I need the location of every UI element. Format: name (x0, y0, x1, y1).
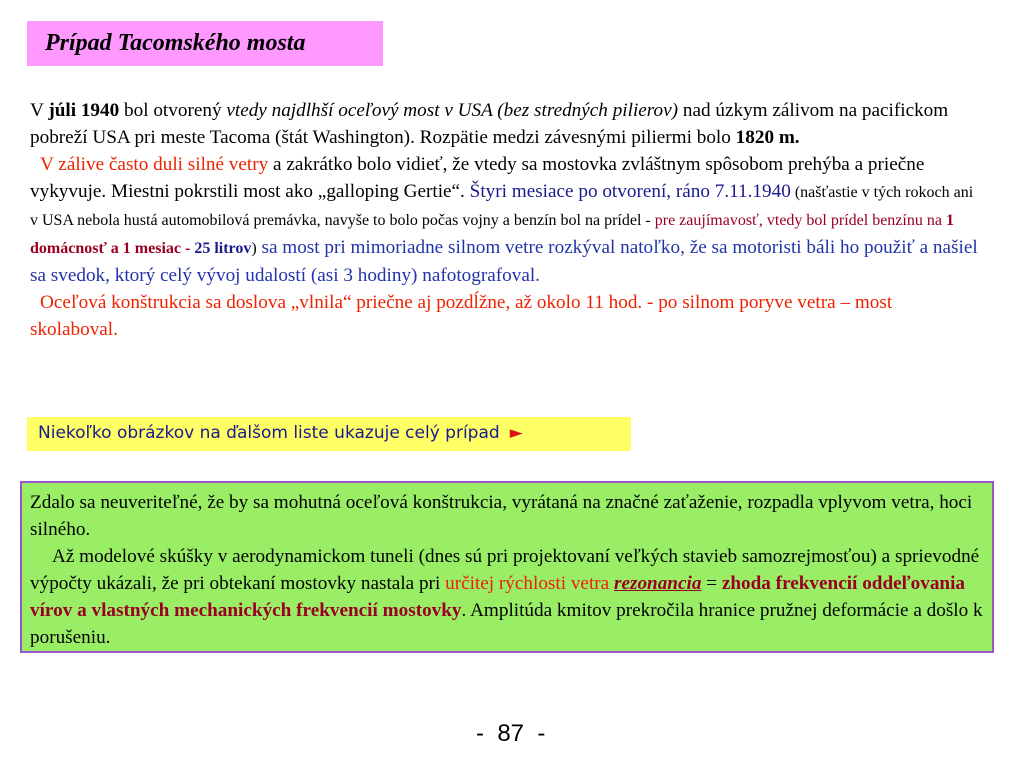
resonance-term: rezonancia (614, 573, 702, 594)
next-slide-note (27, 417, 631, 451)
note-label: Niekoľko obrázkov na ďalšom liste ukazuje celý prípad (38, 423, 500, 443)
span-length-bold: 1820 m. (735, 127, 800, 148)
text-run: a zakrátko bolo vidieť, že vtedy sa mostovka zvláštnym spôsobom prehýba a priečne vykyvuje. Miestni pokrstili most ako „galloping Gertie“. (30, 154, 925, 202)
collapse-date-blue: Štyri mesiace po otvorení, ráno 7.11.1940 (469, 181, 791, 202)
aside-small: (našťastie v tých rokoch ani v USA nebola hustá automobilová premávka, navyše to bolo počas vojny a benzín bol na prídel - (30, 184, 974, 229)
collapse-text-red: Oceľová konštrukcia sa doslova „vlnila“ priečne aj pozdĺžne, až okolo 11 hod. - po silnom poryve vetra – most skolaboval. (30, 292, 893, 340)
text-run: V (30, 100, 49, 121)
explanation-text (30, 489, 985, 651)
text-run: nad úzkym zálivom na pacifickom pobreží USA pri meste Tacoma (štát Washington). Rozpätie medzi závesnými piliermi bolo (30, 100, 949, 148)
title-box (27, 21, 383, 66)
resonance-definition: zhoda frekvencií oddeľovania vírov a vlastných mechanických frekvencií mostovky (30, 573, 966, 621)
page-number: - 87 - (476, 720, 546, 747)
paragraph-3 (30, 289, 980, 343)
date-bold: júli 1940 (48, 100, 120, 121)
text-run: . Amplitúda kmitov prekročila hranice pružnej deformácie a došlo k porušeniu. (30, 600, 983, 648)
explanation-box (20, 481, 994, 653)
play-arrow-icon[interactable]: ► (509, 423, 523, 443)
note-text (38, 423, 523, 443)
paragraph-1 (30, 97, 980, 151)
aside-ration: pre zaujímavosť, vtedy bol prídel benzínu na (654, 212, 946, 229)
paragraph-2 (30, 151, 980, 289)
slide-title: Prípad Tacomského mosta (45, 30, 306, 56)
witness-text-blue: sa most pri mimoriadne silnom vetre rozkýval natoľko, že sa motoristi báli ho použiť a našiel sa svedok, ktorý celý vývoj udalostí (asi 3 hodiny) nafotografoval. (30, 237, 978, 286)
explanation-paragraph-2 (30, 543, 985, 651)
text-run: Až modelové skúšky v aerodynamickom tuneli (dnes sú pri projektovaní veľkých stavieb samozrejmosťou) a sprievodné výpočty ukázali, že pri obtekaní mostovky nastala pri (30, 546, 980, 594)
aside-dash: - (181, 240, 195, 257)
main-text (30, 97, 980, 343)
wind-text-red: V zálive často duli silné vetry (40, 154, 269, 175)
equals-sign: = (701, 573, 722, 594)
text-run: bol otvorený (119, 100, 227, 121)
aside-close: ) (251, 240, 257, 257)
wind-speed-red: určitej rýchlosti vetra (445, 573, 614, 594)
explanation-paragraph-1: Zdalo sa neuveriteľné, že by sa mohutná oceľová konštrukcia, vyrátaná na značné zaťaženie, rozpadla vplyvom vetra, hoci silného. (30, 492, 973, 540)
bridge-desc-italic: vtedy najdlhší oceľový most v USA (bez stredných pilierov) (226, 100, 679, 121)
aside-liters: 25 litrov (194, 240, 252, 257)
aside-ration-bold: 1 domácnosť a 1 mesiac (30, 212, 954, 257)
